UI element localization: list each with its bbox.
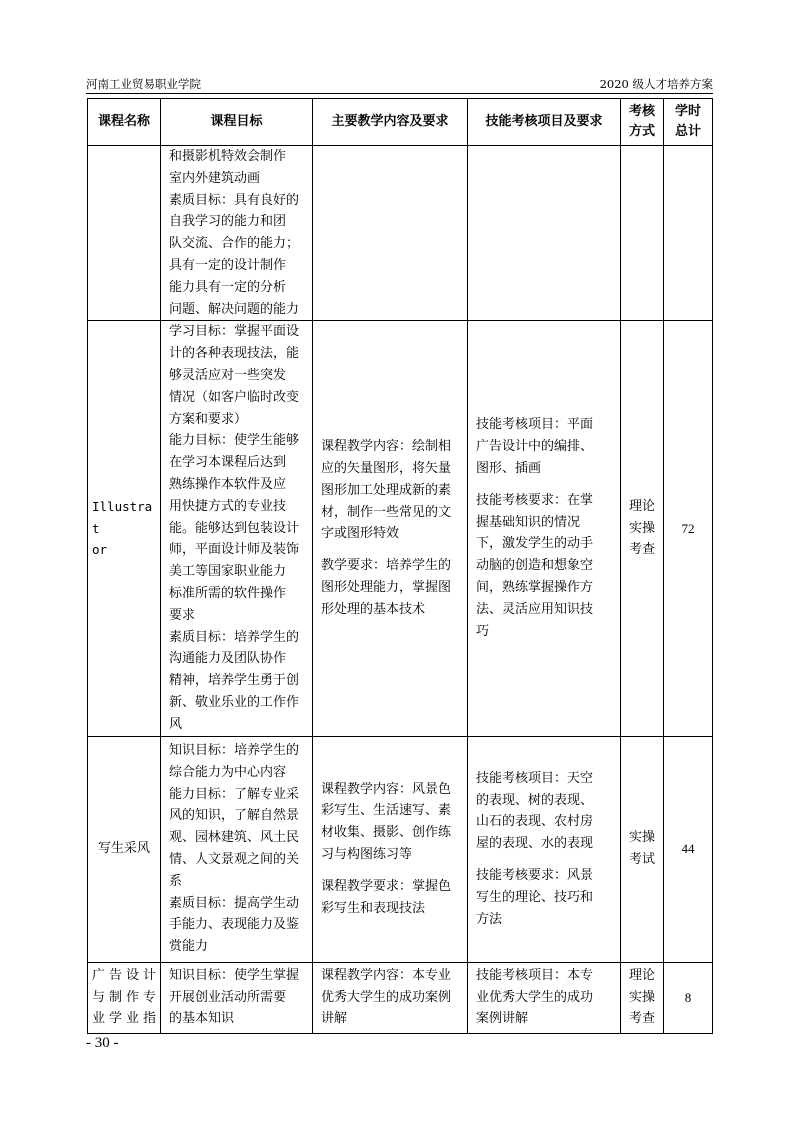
col-header-skill: 技能考核项目及要求 [468,99,621,146]
skill-cell: 技能考核项目：天空 的表现、树的表现、 山石的表现、农村房 屋的表现、水的表现 技能考核要求：风景 写生的理论、技巧和 方法 [468,736,621,962]
table-row [88,962,713,1033]
course-name-cell [88,146,161,321]
table-row [88,321,713,736]
skill-cell [468,146,621,321]
content-cell: 课程教学内容：本专业 优秀大学生的成功案例 讲解 [313,962,468,1033]
col-header-course-name: 课程名称 [88,99,161,146]
table-header-row [88,99,713,146]
exam-method-cell: 理论 实操 考查 [621,321,664,736]
hours-cell: 72 [664,321,713,736]
course-goal-cell: 学习目标：掌握平面设 计的各种表现技法，能 够灵活应对一些突发 情况（如客户临时改变 方案和要求） 能力目标：使学生能够 在学习本课程后达到 熟练操作本软件及应 用快捷方式的专业技 能。能够达到包装设计 师，平面设计师及装饰 美工等国家职业能力 标准所需的软件操作 要求 素质目标：培养学生的 沟通能力及团队协作 精神，培养学生勇于创 新、敬业乐业的工作作 风 [161,321,313,736]
course-name-cell: 写生采风 [88,736,161,962]
col-header-content: 主要教学内容及要求 [313,99,468,146]
hours-cell [664,146,713,321]
institution-name: 河南工业贸易职业学院 [86,77,201,91]
hours-cell: 44 [664,736,713,962]
curriculum-table [87,98,713,1034]
course-goal-cell: 知识目标：培养学生的 综合能力为中心内容 能力目标：了解专业采 风的知识，了解自然景 观、园林建筑、风土民 情、人文景观之间的关 系 素质目标：提高学生动 手能力、表现能力及鉴 赏能力 [161,736,313,962]
table-row [88,146,713,321]
col-header-course-goal: 课程目标 [161,99,313,146]
col-header-exam-method: 考核 方式 [621,99,664,146]
page-header [86,76,713,92]
col-header-hours: 学时 总计 [664,99,713,146]
course-name-cell: 广告设计 与制作专 业学业指 [88,962,161,1033]
course-name-cell: Illustrat or [88,321,161,736]
exam-method-cell: 实操 考试 [621,736,664,962]
header-rule [86,93,713,94]
course-goal-cell: 知识目标：使学生掌握 开展创业活动所需要 的基本知识 [161,962,313,1033]
content-cell: 课程教学内容：风景色 彩写生、生活速写、素 材收集、摄影、创作练 习与构图练习等 课程教学要求：掌握色 彩写生和表现技法 [313,736,468,962]
skill-cell: 技能考核项目：本专 业优秀大学生的成功 案例讲解 [468,962,621,1033]
table-row [88,736,713,962]
page-number: - 30 - [86,1035,119,1051]
course-goal-cell: 和摄影机特效会制作 室内外建筑动画 素质目标：具有良好的 自我学习的能力和团 队交流、合作的能力； 具有一定的设计制作 能力具有一定的分析 问题、解决问题的能力 [161,146,313,321]
document-title: 2020 级人才培养方案 [599,77,713,91]
content-cell [313,146,468,321]
content-cell: 课程教学内容：绘制相 应的矢量图形，将矢量 图形加工处理成新的素 材，制作一些常见的文 字或图形特效 教学要求：培养学生的 图形处理能力，掌握图 形处理的基本技术 [313,321,468,736]
skill-cell: 技能考核项目：平面 广告设计中的编排、 图形、插画 技能考核要求：在掌 握基础知识的情况 下，激发学生的动手 动脑的创造和想象空 间，熟练掌握操作方 法、灵活应用知识技 巧 [468,321,621,736]
hours-cell: 8 [664,962,713,1033]
exam-method-cell [621,146,664,321]
exam-method-cell: 理论 实操 考查 [621,962,664,1033]
